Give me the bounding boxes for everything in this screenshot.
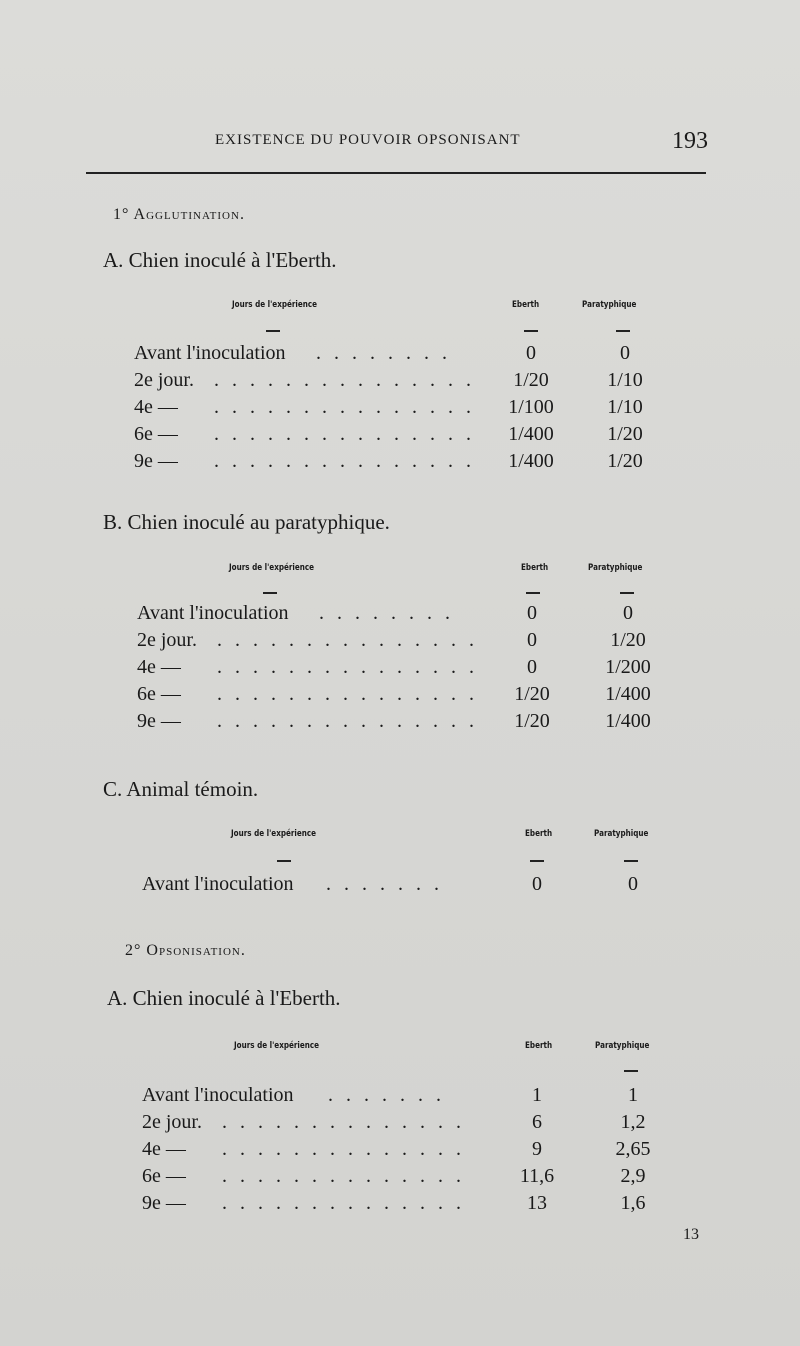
row-label: 4e — [134,396,178,418]
column-dash [616,330,630,332]
value-paratyphique: 1/20 [607,423,643,445]
leader-dots: . . . . . . . . [319,602,454,624]
leader-dots: . . . . . . . . . . . . . . . [214,423,475,445]
column-header-eberth: Eberth [525,829,553,839]
leader-dots: . . . . . . . . . . . . . . [222,1111,465,1133]
value-eberth: 13 [527,1192,547,1214]
value-eberth: 0 [526,342,536,364]
row-label: 4e — [137,656,181,678]
row-label: 2e jour. [137,629,197,651]
row-label: 9e — [134,450,178,472]
value-eberth: 1/400 [508,423,554,445]
section-title-agglutination: 1° Agglutination. [113,206,245,223]
column-dash [277,860,291,862]
leader-dots: . . . . . . . . . . . . . . . [214,369,475,391]
value-paratyphique: 1/10 [607,369,643,391]
column-header-eberth: Eberth [512,300,540,310]
column-dash [524,330,538,332]
leader-dots: . . . . . . . . . . . . . . [222,1192,465,1214]
leader-dots: . . . . . . . . . . . . . . [222,1138,465,1160]
column-dash [263,592,277,594]
table-row [142,871,742,897]
leader-dots: . . . . . . . . . . . . . . . [217,710,478,732]
value-eberth: 0 [527,629,537,651]
table-row [137,708,737,734]
leader-dots: . . . . . . . [326,873,443,895]
value-eberth: 1 [532,1084,542,1106]
table-row [142,1190,742,1216]
table-row [142,1136,742,1162]
leader-dots: . . . . . . . . . . . . . . . [217,629,478,651]
column-header-eberth: Eberth [521,563,549,573]
value-eberth: 0 [527,656,537,678]
column-header-paratyphique: Paratyphique [588,563,643,573]
value-paratyphique: 0 [628,873,638,895]
leader-dots: . . . . . . . [328,1084,445,1106]
row-label: Avant l'inoculation [134,342,286,364]
table-row [137,600,737,626]
table-row [142,1163,742,1189]
table-row [137,627,737,653]
leader-dots: . . . . . . . . . . . . . . . [214,450,475,472]
column-header-eberth: Eberth [525,1041,553,1051]
section-title-opsonisation: 2° Opsonisation. [125,942,246,959]
value-paratyphique: 1/10 [607,396,643,418]
value-paratyphique: 1 [628,1084,638,1106]
row-label: 2e jour. [142,1111,202,1133]
row-label: 2e jour. [134,369,194,391]
table-row [134,448,734,474]
table-subtitle: C. Animal témoin. [103,777,259,801]
column-header-paratyphique: Paratyphique [594,829,649,839]
table-row [137,654,737,680]
value-eberth: 0 [527,602,537,624]
column-dash [624,860,638,862]
leader-dots: . . . . . . . . [316,342,451,364]
table-subtitle: A. Chien inoculé à l'Eberth. [107,986,341,1010]
row-label: 4e — [142,1138,186,1160]
value-eberth: 1/100 [508,396,554,418]
column-header-paratyphique: Paratyphique [582,300,637,310]
table-row [142,1082,742,1108]
column-dash [526,592,540,594]
column-dash [530,860,544,862]
signature-mark: 13 [683,1226,699,1243]
leader-dots: . . . . . . . . . . . . . . . [217,656,478,678]
value-paratyphique: 0 [623,602,633,624]
value-paratyphique: 1,2 [620,1111,646,1133]
row-label: 6e — [137,683,181,705]
value-paratyphique: 1/20 [610,629,646,651]
table-subtitle: A. Chien inoculé à l'Eberth. [103,248,337,272]
value-paratyphique: 1,6 [620,1192,646,1214]
row-label: 6e — [134,423,178,445]
value-eberth: 9 [532,1138,542,1160]
value-eberth: 1/20 [514,683,550,705]
column-header-day: Jours de l'expérience [229,563,315,573]
value-paratyphique: 1/400 [605,683,651,705]
value-eberth: 1/400 [508,450,554,472]
value-paratyphique: 0 [620,342,630,364]
value-eberth: 6 [532,1111,542,1133]
leader-dots: . . . . . . . . . . . . . . . [217,683,478,705]
table-row [137,681,737,707]
column-header-day: Jours de l'expérience [232,300,318,310]
value-eberth: 11,6 [519,1165,555,1187]
column-header-day: Jours de l'expérience [234,1041,320,1051]
table-row [134,421,734,447]
folio: 193 [672,128,708,154]
column-dash [620,592,634,594]
row-label: 6e — [142,1165,186,1187]
table-subtitle: B. Chien inoculé au paratyphique. [103,510,390,534]
table-row [134,394,734,420]
table-row [134,340,734,366]
header-rule [86,172,706,174]
column-header-paratyphique: Paratyphique [595,1041,650,1051]
column-dash [266,330,280,332]
leader-dots: . . . . . . . . . . . . . . [222,1165,465,1187]
leader-dots: . . . . . . . . . . . . . . . [214,396,475,418]
column-header-day: Jours de l'expérience [231,829,317,839]
running-title: EXISTENCE DU POUVOIR OPSONISANT [215,132,521,148]
value-paratyphique: 2,65 [615,1138,651,1160]
value-eberth: 0 [532,873,542,895]
row-label: 9e — [142,1192,186,1214]
row-label: Avant l'inoculation [142,873,294,895]
column-dash [624,1070,638,1072]
row-label: 9e — [137,710,181,732]
row-label: Avant l'inoculation [142,1084,294,1106]
value-paratyphique: 1/200 [605,656,651,678]
value-paratyphique: 2,9 [620,1165,646,1187]
value-eberth: 1/20 [514,710,550,732]
value-paratyphique: 1/400 [605,710,651,732]
value-eberth: 1/20 [513,369,549,391]
table-row [142,1109,742,1135]
table-row [134,367,734,393]
value-paratyphique: 1/20 [607,450,643,472]
row-label: Avant l'inoculation [137,602,289,624]
